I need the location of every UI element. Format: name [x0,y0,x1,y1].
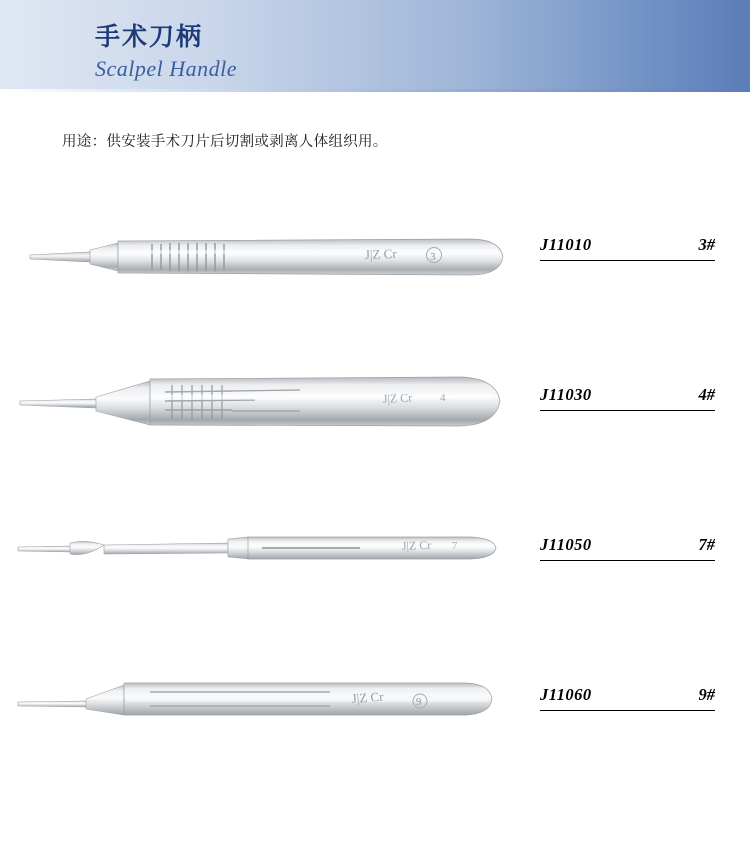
product-image-scalpel-7 [0,495,530,645]
product-code: J11050 [540,535,592,554]
product-image-scalpel-3 [0,195,530,345]
list-item [0,345,750,495]
product-size: 3# [698,235,715,254]
list-item [0,195,750,345]
page-header [0,0,750,92]
list-item [0,495,750,645]
product-size: 9# [698,685,715,704]
page-title-chinese: 手术刀柄 [95,22,204,51]
product-image-scalpel-4 [0,345,530,495]
usage-note: 用途：供安装手术刀片后切割或剥离人体组织用。 [62,134,388,150]
product-code: J11030 [540,385,592,404]
svg-text:4: 4 [440,392,446,404]
product-image-scalpel-9 [0,645,530,795]
svg-text:J|Z Cr: J|Z Cr [401,537,432,553]
product-label [540,385,715,411]
product-label [540,235,715,261]
svg-text:3: 3 [430,251,436,263]
svg-text:J|Z Cr: J|Z Cr [351,688,384,706]
list-item [0,645,750,795]
page-title-english: Scalpel Handle [95,56,238,81]
product-code: J11010 [540,235,592,254]
svg-text:J|Z Cr: J|Z Cr [364,245,397,262]
product-label [540,535,715,561]
svg-text:J|Z Cr: J|Z Cr [382,390,413,406]
header-titles [95,22,237,82]
product-list [0,195,750,795]
svg-text:7: 7 [452,541,458,552]
svg-text:9: 9 [416,697,422,708]
product-code: J11060 [540,685,592,704]
product-size: 7# [698,535,715,554]
product-size: 4# [698,385,715,404]
product-label [540,685,715,711]
